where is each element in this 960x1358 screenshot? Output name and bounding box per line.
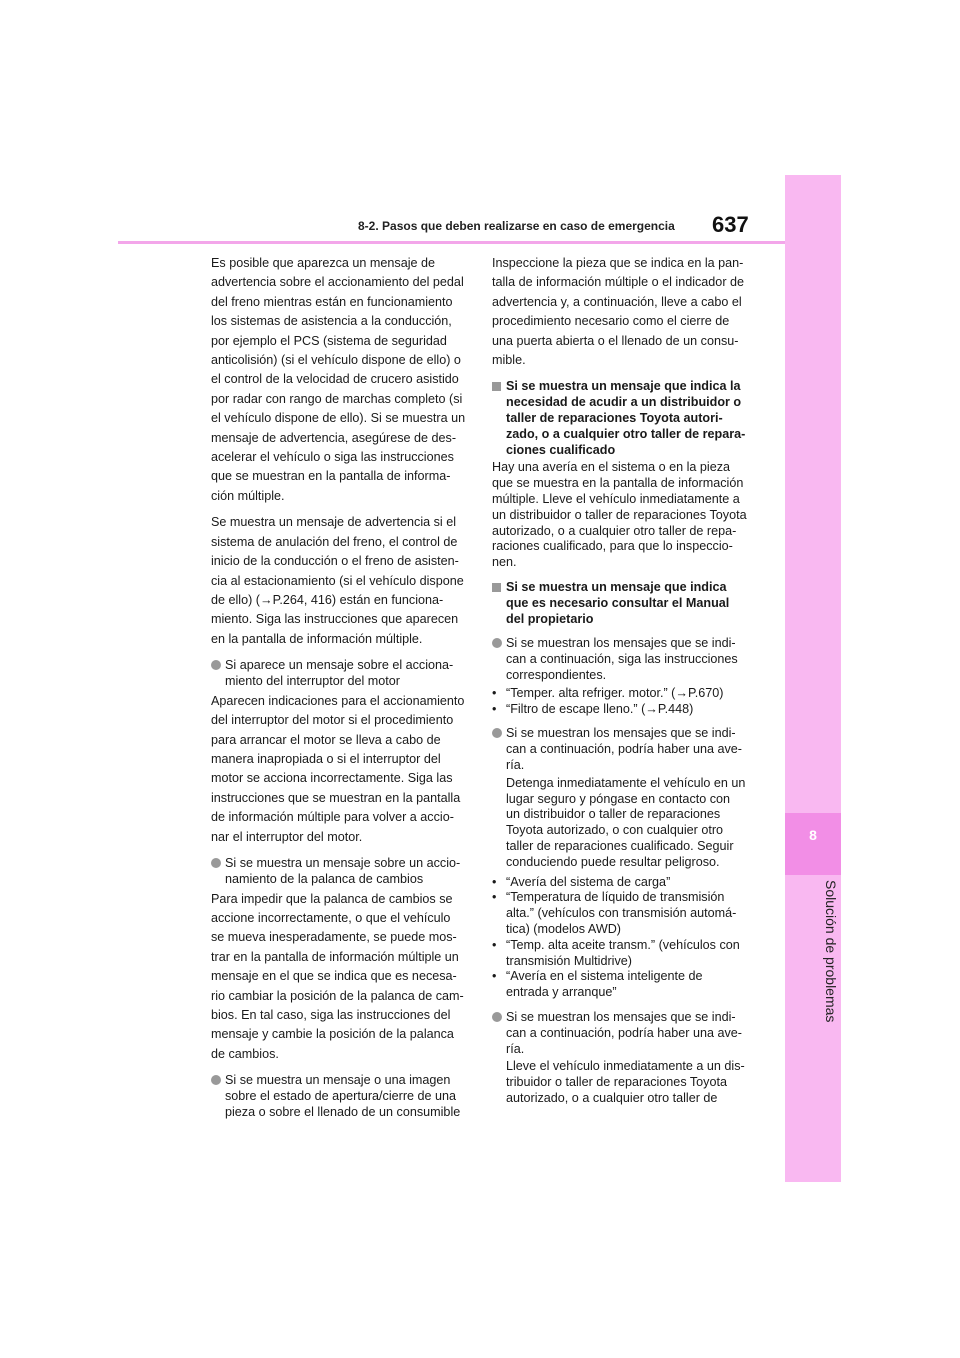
bullet-item xyxy=(492,726,754,773)
bullet-item xyxy=(211,1073,471,1120)
paragraph: Es posible que aparezca un mensaje de advertencia sobre el accionamiento del pedal del freno mientras están en funcionamiento los sistemas de asistencia a la conducción, por ejemplo el PCS (sistema de seguridad anticolisión) (si el vehículo dispone de ello) o el control de la velocidad de crucero asistido por radar con rango de marchas completo (si el vehículo dispone de ello). Si se muestra un mensaje de advertencia, asegúrese de des- acelerar el vehículo o siga las instrucciones que se muestran en la pantalla de informa- ción múltiple. xyxy=(211,256,466,503)
section-title: 8-2. Pasos que deben realizarse en caso de emergencia xyxy=(358,219,675,233)
paragraph: Se muestra un mensaje de advertencia si el sistema de anulación del freno, el control de inicio de la conducción o el freno de asisten- cia al estacionamiento (si el vehículo dispone de ello) (→P.264, 416) están en funciona- miento. Siga las instrucciones que aparecen en la pantalla de información múltiple. xyxy=(211,515,464,646)
paragraph: Aparecen indicaciones para el accionamiento del interruptor del motor si el procedimiento para arrancar el motor se lleva a cabo de manera inapropiada o si el interruptor del motor se acciona incorrectamente. Siga las instrucciones que se muestran en la pantalla de información múltiple para volver a accio- nar el interruptor del motor. xyxy=(211,693,465,844)
page-number: 637 xyxy=(712,212,749,237)
paragraph: Para impedir que la palanca de cambios se accione incorrectamente, o que el vehículo se mueva inesperadamente, se puede mos- trar en la pantalla de información múltiple un mensaje en el que se indica que es necesa- rio cambiar la posición de la palanca de cam- bios. En tal caso, siga las instrucciones del mensaje y cambie la posición de la palanca de cambios. xyxy=(211,891,464,1061)
chapter-number: 8 xyxy=(809,827,817,843)
header-divider xyxy=(118,241,785,244)
subheading-text: Si se muestra un mensaje que indica que es necesario consultar el Manual del propietario xyxy=(506,580,730,626)
bullet-text: Si se muestran los mensajes que se indi- can a continuación, siga las instrucciones correspondientes. xyxy=(506,636,738,682)
bullet-text: Si aparece un mensaje sobre el acciona- miento del interruptor del motor xyxy=(225,658,454,688)
list-item-text: “Avería en el sistema inteligente de entrada y arranque” xyxy=(506,969,703,1000)
bullet-item xyxy=(492,1010,754,1057)
square-marker-icon xyxy=(492,379,506,458)
message-list xyxy=(492,875,754,1001)
bullet-item xyxy=(211,658,471,690)
bullet-dot-icon xyxy=(492,726,506,773)
bullet-item xyxy=(492,636,754,683)
bullet-dot-icon xyxy=(211,856,225,888)
list-item: • “Filtro de escape lleno.” (→P.448) xyxy=(492,702,754,718)
list-item: • “Temper. alta refriger. motor.” (→P.670) xyxy=(492,686,754,702)
bullet-text: Si se muestra un mensaje sobre un accio- namiento de la palanca de cambios xyxy=(225,855,461,886)
chapter-sidebar xyxy=(785,175,841,1182)
bullet-detail: Lleve el vehículo inmediatamente a un dis- tribuidor o taller de reparaciones Toyota autorizado, o a cualquier otro taller de xyxy=(506,1059,745,1105)
right-column xyxy=(492,254,754,1111)
bullet-text: Si se muestran los mensajes que se indi- can a continuación, podría haber una ave- ría. xyxy=(506,1009,742,1056)
bullet-dot-icon xyxy=(211,658,225,690)
left-column xyxy=(211,254,471,1123)
list-item-text: “Temperatura de líquido de transmisión alta.” (vehículos con transmisión automá- tica) (modelos AWD) xyxy=(506,890,737,936)
bullet-dot-icon xyxy=(492,1010,506,1057)
chapter-label: Solución de problemas xyxy=(823,880,839,1023)
bullet-detail: Detenga inmediatamente el vehículo en un lugar seguro y póngase en contacto con un distribuidor o taller de reparaciones Toyota autorizado, o con cualquier otro taller de reparaciones cualificado. Seguir conduciendo puede resultar peligroso. xyxy=(506,775,746,869)
list-item: • “Temperatura de líquido de transmisión alta.” (vehículos con transmisión automá- tica) (modelos AWD) xyxy=(492,890,754,937)
list-item-text: “Avería del sistema de carga” xyxy=(506,874,671,889)
subheading xyxy=(492,580,754,627)
list-item: • “Avería en el sistema inteligente de entrada y arranque” xyxy=(492,969,754,1001)
list-item-text: “Temper. alta refriger. motor.” (→P.670) xyxy=(506,685,724,700)
paragraph: Hay una avería en el sistema o en la pieza que se muestra en la pantalla de información múltiple. Lleve el vehículo inmediatamente a un distribuidor o taller de reparaciones Toyota autorizado, o a cualquier otro taller de repa- raciones cualificado, para que lo inspeccio- nen. xyxy=(492,460,747,570)
list-item-text: “Filtro de escape lleno.” (→P.448) xyxy=(506,701,694,716)
bullet-item xyxy=(211,856,471,888)
subheading xyxy=(492,379,754,458)
bullet-text: Si se muestran los mensajes que se indi- can a continuación, podría haber una ave- ría. xyxy=(506,726,742,772)
message-list xyxy=(492,686,754,718)
square-marker-icon xyxy=(492,580,506,627)
bullet-dot-icon xyxy=(492,636,506,683)
list-item: • “Temp. alta aceite transm.” (vehículos con transmisión Multidrive) xyxy=(492,938,754,970)
list-item-text: “Temp. alta aceite transm.” (vehículos con transmisión Multidrive) xyxy=(506,937,740,968)
subheading-text: Si se muestra un mensaje que indica la necesidad de acudir a un distribuidor o taller de reparaciones Toyota autori- zado, o a cualquier otro taller de repara- ciones cualificado xyxy=(506,379,746,457)
list-item: • “Avería del sistema de carga” xyxy=(492,875,754,891)
bullet-dot-icon xyxy=(211,1073,225,1120)
paragraph: Inspeccione la pieza que se indica en la pan- talla de información múltiple o el indicador de advertencia y, a continuación, lleve a cabo el procedimiento necesario como el cierre de una puerta abierta o el llenado de un consu- mible. xyxy=(492,256,745,368)
bullet-text: Si se muestra un mensaje o una imagen sobre el estado de apertura/cierre de una pieza o sobre el llenado de un consumible xyxy=(225,1073,461,1119)
chapter-number-tab xyxy=(785,813,841,875)
